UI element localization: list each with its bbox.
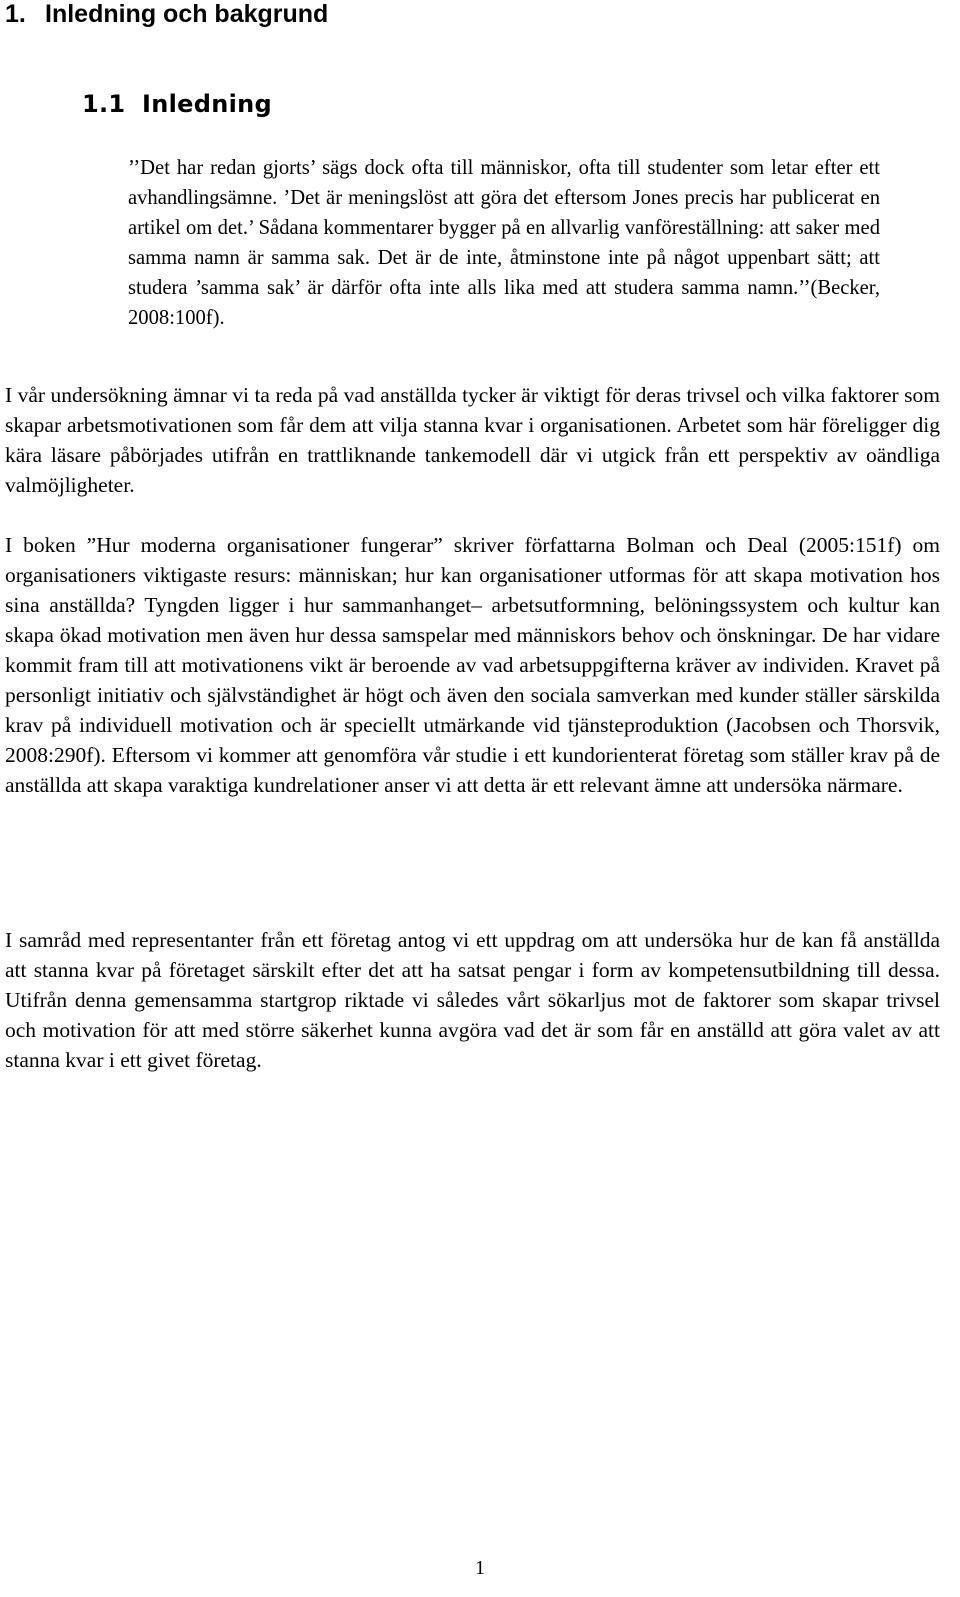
block-quote: ’’Det har redan gjorts’ sägs dock ofta till människor, ofta till studenter som letar efter ett avhandlingsämne. ’Det är meningslöst att göra det eftersom Jones precis har publicerat en artikel om det.’ Sådana kommentarer bygger på en allvarlig vanföreställning: att saker med samma namn är samma sak. Det är de inte, åtminstone inte på något uppenbart sätt; att studera ’samma sak’ är därför ofta inte alls lika med att studera samma namn.’’(Becker, 2008:100f). xyxy=(128,157,880,329)
section-title: Inledning xyxy=(142,90,272,118)
page-number: 1 xyxy=(475,1557,485,1579)
chapter-title: Inledning och bakgrund xyxy=(45,0,329,28)
chapter-number: 1. xyxy=(5,0,26,28)
section-number: 1.1 xyxy=(82,90,126,118)
chapter-heading xyxy=(5,0,328,28)
paragraph-1: I vår undersökning ämnar vi ta reda på vad anställda tycker är viktigt för deras trivsel och vilka faktorer som skapar arbetsmotivationen som får dem att vilja stanna kvar i organisationen. Arbetet som här föreligger dig kära läsare påbörjades utifrån en trattliknande tankemodell där vi utgick från ett perspektiv av oändliga valmöjligheter. xyxy=(5,383,940,497)
paragraph-2: I boken ”Hur moderna organisationer fungerar” skriver författarna Bolman och Deal (2005:151f) om organisationers viktigaste resurs: människan; hur kan organisationer utformas för att skapa motivation hos sina anställda? Tyngden ligger i hur sammanhanget– arbetsutformning, belöningssystem och kultur kan skapa ökad motivation men även hur dessa samspelar med människors behov och önskningar. De har vidare kommit fram till att motivationens vikt är beroende av vad arbetsuppgifterna kräver av individen. Kravet på personligt initiativ och självständighet är högt och även den sociala samverkan med kunder ställer särskilda krav på individuell motivation och är speciellt utmärkande vid tjänsteproduktion (Jacobsen och Thorsvik, 2008:290f). Eftersom vi kommer att genomföra vår studie i ett kundorienterat företag som ställer krav på de anställda att skapa varaktiga kundrelationer anser vi att detta är ett relevant ämne att undersöka närmare. xyxy=(5,533,940,797)
paragraph-3: I samråd med representanter från ett företag antog vi ett uppdrag om att undersöka hur de kan få anställda att stanna kvar på företaget särskilt efter det att ha satsat pengar i form av kompetensutbildning till dessa. Utifrån denna gemensamma startgrop riktade vi således vårt sökarljus mot de faktorer som skapar trivsel och motivation för att med större säkerhet kunna avgöra vad det är som får en anställd att göra valet av att stanna kvar i ett givet företag. xyxy=(5,928,940,1072)
section-heading xyxy=(82,90,272,118)
